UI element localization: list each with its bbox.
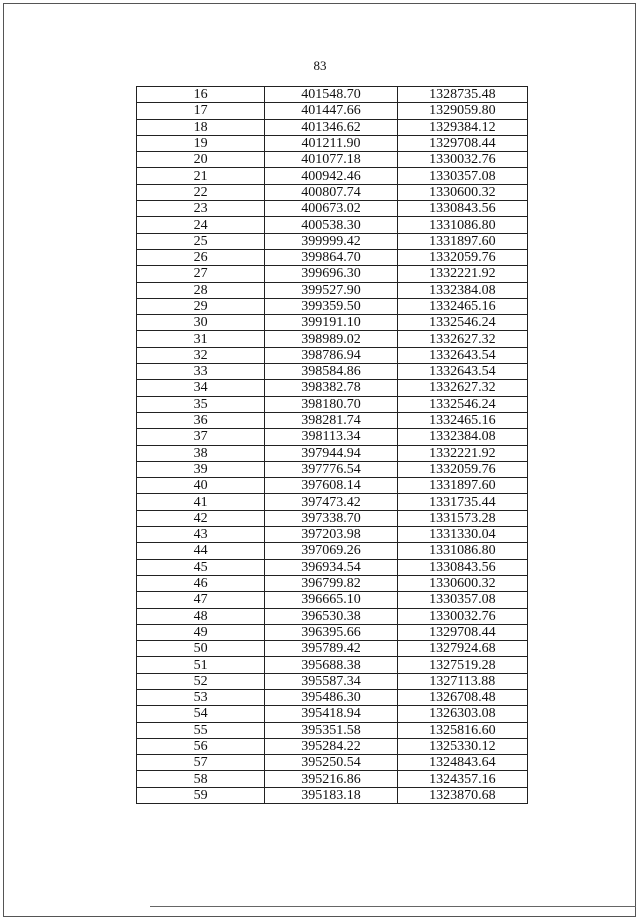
point-number-cell: 56 bbox=[137, 738, 265, 754]
point-number-cell: 17 bbox=[137, 103, 265, 119]
x-coordinate-cell: 397473.42 bbox=[265, 494, 397, 510]
point-number-cell: 30 bbox=[137, 315, 265, 331]
point-number-cell: 32 bbox=[137, 347, 265, 363]
x-coordinate-cell: 395688.38 bbox=[265, 657, 397, 673]
table-row bbox=[137, 103, 528, 119]
x-coordinate-cell: 395183.18 bbox=[265, 787, 397, 803]
table-row bbox=[137, 282, 528, 298]
y-coordinate-cell: 1326303.08 bbox=[397, 706, 527, 722]
y-coordinate-cell: 1332221.92 bbox=[397, 445, 527, 461]
x-coordinate-cell: 398180.70 bbox=[265, 396, 397, 412]
table-row bbox=[137, 331, 528, 347]
y-coordinate-cell: 1330843.56 bbox=[397, 201, 527, 217]
point-number-cell: 28 bbox=[137, 282, 265, 298]
y-coordinate-cell: 1331330.04 bbox=[397, 527, 527, 543]
y-coordinate-cell: 1327113.88 bbox=[397, 673, 527, 689]
y-coordinate-cell: 1329708.44 bbox=[397, 135, 527, 151]
coordinates-table-body bbox=[137, 87, 528, 804]
point-number-cell: 16 bbox=[137, 87, 265, 103]
point-number-cell: 44 bbox=[137, 543, 265, 559]
x-coordinate-cell: 400538.30 bbox=[265, 217, 397, 233]
y-coordinate-cell: 1326708.48 bbox=[397, 689, 527, 705]
y-coordinate-cell: 1327924.68 bbox=[397, 641, 527, 657]
point-number-cell: 45 bbox=[137, 559, 265, 575]
point-number-cell: 51 bbox=[137, 657, 265, 673]
table-row bbox=[137, 608, 528, 624]
y-coordinate-cell: 1332059.76 bbox=[397, 461, 527, 477]
point-number-cell: 47 bbox=[137, 592, 265, 608]
table-row bbox=[137, 135, 528, 151]
x-coordinate-cell: 395284.22 bbox=[265, 738, 397, 754]
table-row bbox=[137, 738, 528, 754]
x-coordinate-cell: 397338.70 bbox=[265, 510, 397, 526]
y-coordinate-cell: 1332643.54 bbox=[397, 347, 527, 363]
point-number-cell: 26 bbox=[137, 249, 265, 265]
point-number-cell: 29 bbox=[137, 298, 265, 314]
point-number-cell: 36 bbox=[137, 412, 265, 428]
table-row bbox=[137, 380, 528, 396]
point-number-cell: 33 bbox=[137, 364, 265, 380]
y-coordinate-cell: 1332221.92 bbox=[397, 266, 527, 282]
y-coordinate-cell: 1330843.56 bbox=[397, 559, 527, 575]
y-coordinate-cell: 1332627.32 bbox=[397, 331, 527, 347]
x-coordinate-cell: 401346.62 bbox=[265, 119, 397, 135]
table-row bbox=[137, 87, 528, 103]
x-coordinate-cell: 399359.50 bbox=[265, 298, 397, 314]
table-row bbox=[137, 364, 528, 380]
point-number-cell: 21 bbox=[137, 168, 265, 184]
x-coordinate-cell: 398786.94 bbox=[265, 347, 397, 363]
table-row bbox=[137, 641, 528, 657]
x-coordinate-cell: 397608.14 bbox=[265, 478, 397, 494]
table-row bbox=[137, 478, 528, 494]
y-coordinate-cell: 1325816.60 bbox=[397, 722, 527, 738]
table-row bbox=[137, 347, 528, 363]
x-coordinate-cell: 399191.10 bbox=[265, 315, 397, 331]
table-row bbox=[137, 527, 528, 543]
x-coordinate-cell: 401548.70 bbox=[265, 87, 397, 103]
y-coordinate-cell: 1332546.24 bbox=[397, 315, 527, 331]
x-coordinate-cell: 396934.54 bbox=[265, 559, 397, 575]
point-number-cell: 42 bbox=[137, 510, 265, 526]
table-row bbox=[137, 592, 528, 608]
point-number-cell: 50 bbox=[137, 641, 265, 657]
x-coordinate-cell: 395216.86 bbox=[265, 771, 397, 787]
table-row bbox=[137, 771, 528, 787]
y-coordinate-cell: 1332643.54 bbox=[397, 364, 527, 380]
x-coordinate-cell: 397776.54 bbox=[265, 461, 397, 477]
x-coordinate-cell: 396530.38 bbox=[265, 608, 397, 624]
x-coordinate-cell: 395486.30 bbox=[265, 689, 397, 705]
y-coordinate-cell: 1332384.08 bbox=[397, 429, 527, 445]
x-coordinate-cell: 399864.70 bbox=[265, 249, 397, 265]
table-row bbox=[137, 706, 528, 722]
point-number-cell: 46 bbox=[137, 575, 265, 591]
x-coordinate-cell: 399696.30 bbox=[265, 266, 397, 282]
table-row bbox=[137, 184, 528, 200]
x-coordinate-cell: 395250.54 bbox=[265, 755, 397, 771]
y-coordinate-cell: 1331897.60 bbox=[397, 233, 527, 249]
table-row bbox=[137, 152, 528, 168]
coordinates-table bbox=[136, 86, 528, 804]
table-row bbox=[137, 510, 528, 526]
table-row bbox=[137, 657, 528, 673]
x-coordinate-cell: 397069.26 bbox=[265, 543, 397, 559]
point-number-cell: 43 bbox=[137, 527, 265, 543]
table-row bbox=[137, 461, 528, 477]
point-number-cell: 41 bbox=[137, 494, 265, 510]
x-coordinate-cell: 398382.78 bbox=[265, 380, 397, 396]
table-row bbox=[137, 575, 528, 591]
y-coordinate-cell: 1332465.16 bbox=[397, 412, 527, 428]
table-row bbox=[137, 168, 528, 184]
x-coordinate-cell: 398584.86 bbox=[265, 364, 397, 380]
table-row bbox=[137, 266, 528, 282]
table-row bbox=[137, 559, 528, 575]
table-row bbox=[137, 396, 528, 412]
table-row bbox=[137, 624, 528, 640]
y-coordinate-cell: 1329708.44 bbox=[397, 624, 527, 640]
y-coordinate-cell: 1332546.24 bbox=[397, 396, 527, 412]
x-coordinate-cell: 401211.90 bbox=[265, 135, 397, 151]
y-coordinate-cell: 1330357.08 bbox=[397, 592, 527, 608]
y-coordinate-cell: 1328735.48 bbox=[397, 87, 527, 103]
x-coordinate-cell: 399999.42 bbox=[265, 233, 397, 249]
x-coordinate-cell: 401077.18 bbox=[265, 152, 397, 168]
x-coordinate-cell: 397203.98 bbox=[265, 527, 397, 543]
x-coordinate-cell: 398113.34 bbox=[265, 429, 397, 445]
x-coordinate-cell: 395351.58 bbox=[265, 722, 397, 738]
point-number-cell: 25 bbox=[137, 233, 265, 249]
x-coordinate-cell: 395587.34 bbox=[265, 673, 397, 689]
x-coordinate-cell: 399527.90 bbox=[265, 282, 397, 298]
x-coordinate-cell: 395789.42 bbox=[265, 641, 397, 657]
point-number-cell: 31 bbox=[137, 331, 265, 347]
y-coordinate-cell: 1332627.32 bbox=[397, 380, 527, 396]
x-coordinate-cell: 396665.10 bbox=[265, 592, 397, 608]
y-coordinate-cell: 1331735.44 bbox=[397, 494, 527, 510]
point-number-cell: 53 bbox=[137, 689, 265, 705]
table-row bbox=[137, 429, 528, 445]
point-number-cell: 57 bbox=[137, 755, 265, 771]
y-coordinate-cell: 1331086.80 bbox=[397, 543, 527, 559]
y-coordinate-cell: 1325330.12 bbox=[397, 738, 527, 754]
y-coordinate-cell: 1330032.76 bbox=[397, 608, 527, 624]
point-number-cell: 27 bbox=[137, 266, 265, 282]
point-number-cell: 52 bbox=[137, 673, 265, 689]
y-coordinate-cell: 1329059.80 bbox=[397, 103, 527, 119]
x-coordinate-cell: 400807.74 bbox=[265, 184, 397, 200]
x-coordinate-cell: 401447.66 bbox=[265, 103, 397, 119]
table-row bbox=[137, 233, 528, 249]
point-number-cell: 35 bbox=[137, 396, 265, 412]
y-coordinate-cell: 1331897.60 bbox=[397, 478, 527, 494]
table-row bbox=[137, 787, 528, 803]
y-coordinate-cell: 1330357.08 bbox=[397, 168, 527, 184]
y-coordinate-cell: 1329384.12 bbox=[397, 119, 527, 135]
point-number-cell: 49 bbox=[137, 624, 265, 640]
y-coordinate-cell: 1327519.28 bbox=[397, 657, 527, 673]
point-number-cell: 55 bbox=[137, 722, 265, 738]
point-number-cell: 19 bbox=[137, 135, 265, 151]
x-coordinate-cell: 396799.82 bbox=[265, 575, 397, 591]
table-row bbox=[137, 249, 528, 265]
y-coordinate-cell: 1332059.76 bbox=[397, 249, 527, 265]
table-row bbox=[137, 689, 528, 705]
table-row bbox=[137, 298, 528, 314]
table-row bbox=[137, 494, 528, 510]
y-coordinate-cell: 1331086.80 bbox=[397, 217, 527, 233]
point-number-cell: 54 bbox=[137, 706, 265, 722]
page-number: 83 bbox=[313, 58, 327, 73]
y-coordinate-cell: 1330600.32 bbox=[397, 184, 527, 200]
y-coordinate-cell: 1323870.68 bbox=[397, 787, 527, 803]
point-number-cell: 20 bbox=[137, 152, 265, 168]
point-number-cell: 59 bbox=[137, 787, 265, 803]
table-row bbox=[137, 315, 528, 331]
table-row bbox=[137, 217, 528, 233]
point-number-cell: 23 bbox=[137, 201, 265, 217]
point-number-cell: 37 bbox=[137, 429, 265, 445]
table-row bbox=[137, 543, 528, 559]
x-coordinate-cell: 398281.74 bbox=[265, 412, 397, 428]
point-number-cell: 48 bbox=[137, 608, 265, 624]
x-coordinate-cell: 396395.66 bbox=[265, 624, 397, 640]
x-coordinate-cell: 398989.02 bbox=[265, 331, 397, 347]
y-coordinate-cell: 1332465.16 bbox=[397, 298, 527, 314]
x-coordinate-cell: 397944.94 bbox=[265, 445, 397, 461]
table-row bbox=[137, 722, 528, 738]
point-number-cell: 24 bbox=[137, 217, 265, 233]
x-coordinate-cell: 400942.46 bbox=[265, 168, 397, 184]
y-coordinate-cell: 1324843.64 bbox=[397, 755, 527, 771]
point-number-cell: 38 bbox=[137, 445, 265, 461]
y-coordinate-cell: 1324357.16 bbox=[397, 771, 527, 787]
x-coordinate-cell: 400673.02 bbox=[265, 201, 397, 217]
table-row bbox=[137, 755, 528, 771]
point-number-cell: 58 bbox=[137, 771, 265, 787]
point-number-cell: 39 bbox=[137, 461, 265, 477]
point-number-cell: 34 bbox=[137, 380, 265, 396]
x-coordinate-cell: 395418.94 bbox=[265, 706, 397, 722]
bottom-rule bbox=[150, 906, 636, 907]
y-coordinate-cell: 1332384.08 bbox=[397, 282, 527, 298]
table-row bbox=[137, 673, 528, 689]
point-number-cell: 40 bbox=[137, 478, 265, 494]
table-row bbox=[137, 445, 528, 461]
table-row bbox=[137, 201, 528, 217]
y-coordinate-cell: 1330032.76 bbox=[397, 152, 527, 168]
table-row bbox=[137, 412, 528, 428]
point-number-cell: 22 bbox=[137, 184, 265, 200]
y-coordinate-cell: 1330600.32 bbox=[397, 575, 527, 591]
y-coordinate-cell: 1331573.28 bbox=[397, 510, 527, 526]
point-number-cell: 18 bbox=[137, 119, 265, 135]
table-row bbox=[137, 119, 528, 135]
